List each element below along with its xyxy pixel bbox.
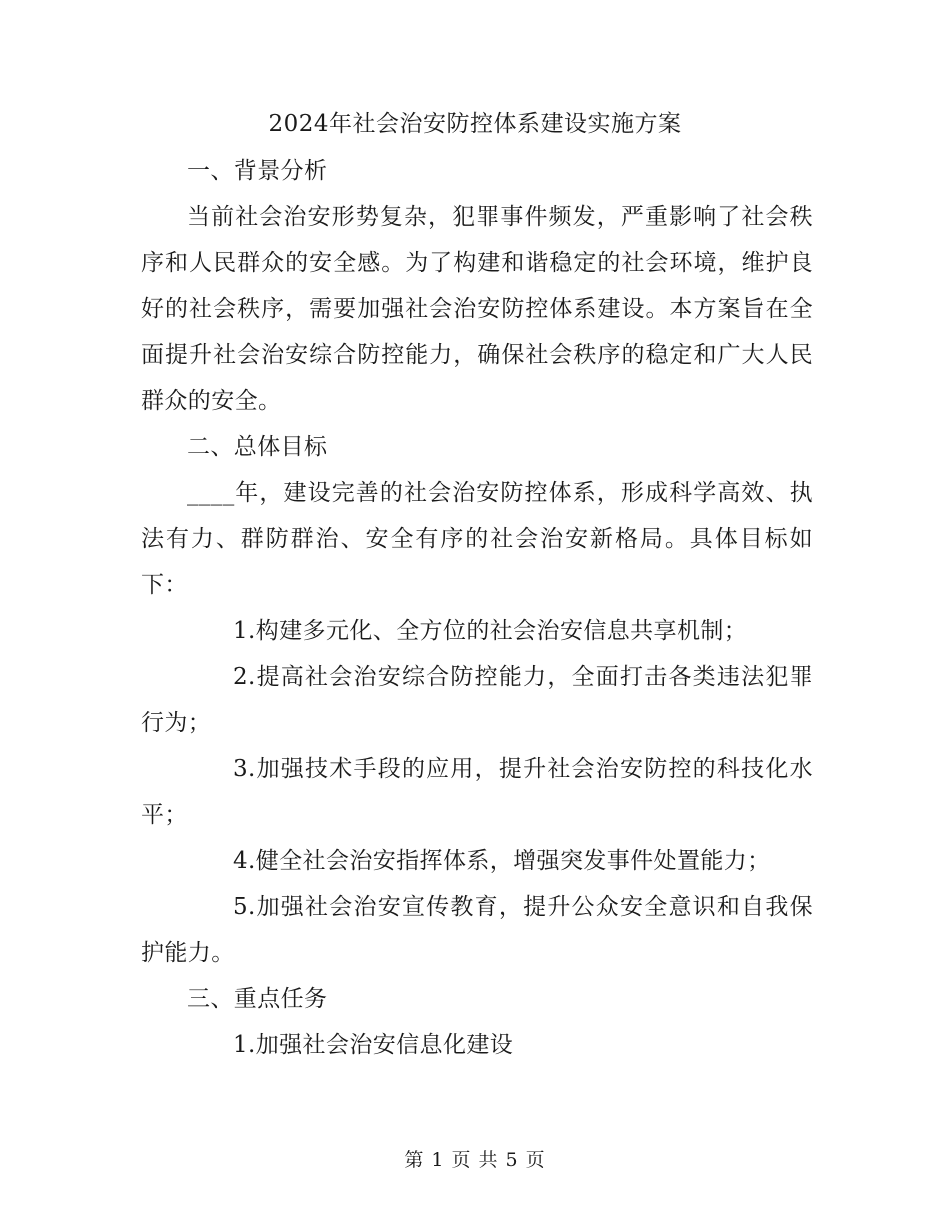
goal-item-text: 健全社会治安指挥体系，增强突发事件处置能力；: [255, 848, 771, 874]
section-heading-goals: 二、总体目标: [187, 434, 328, 460]
goal-item-text: 构建多元化、全方位的社会治安信息共享机制；: [255, 618, 748, 644]
section-heading-background: 一、背景分析: [187, 158, 328, 184]
goal-item-text: 加强社会治安宣传教育，提升公众安全意识和自我保护能力。: [141, 894, 813, 966]
goal-item-text: 加强技术手段的应用，提升社会治安防控的科技化水平；: [141, 756, 813, 828]
page-footer: 第 1 页 共 5 页: [404, 1149, 546, 1171]
goal-item: [141, 608, 813, 654]
background-paragraph: 当前社会治安形势复杂，犯罪事件频发，严重影响了社会秩序和人民群众的安全感。为了构建和谐稳定的社会环境，维护良好的社会秩序，需要加强社会治安防控体系建设。本方案旨在全面提升社会治安综合防控能力，确保社会秩序的稳定和广大人民群众的安全。: [141, 204, 813, 414]
goal-item: [141, 838, 813, 884]
goal-item-text: 提高社会治安综合防控能力，全面打击各类违法犯罪行为；: [141, 664, 813, 736]
task-item: [141, 1022, 813, 1068]
document-body: [141, 148, 813, 1068]
goal-item: [141, 746, 813, 838]
goal-item-number: 5.: [233, 894, 256, 920]
goals-paragraph: [141, 470, 813, 608]
goal-item-number: 2.: [233, 664, 256, 690]
goals-paragraph-text: 年，建设完善的社会治安防控体系，形成科学高效、执法有力、群防群治、安全有序的社会治安新格局。具体目标如下：: [141, 480, 813, 598]
task-item-text: 加强社会治安信息化建设: [255, 1032, 514, 1058]
goal-item: [141, 884, 813, 976]
year-blank: ____: [187, 480, 235, 506]
goal-item: [141, 654, 813, 746]
document-title: 2024年社会治安防控体系建设实施方案: [268, 111, 682, 137]
goal-item-number: 1.: [233, 618, 256, 644]
task-item-number: 1.: [233, 1032, 256, 1058]
goal-item-number: 3.: [233, 756, 256, 782]
section-heading-tasks: 三、重点任务: [187, 986, 328, 1012]
goal-item-number: 4.: [233, 848, 256, 874]
